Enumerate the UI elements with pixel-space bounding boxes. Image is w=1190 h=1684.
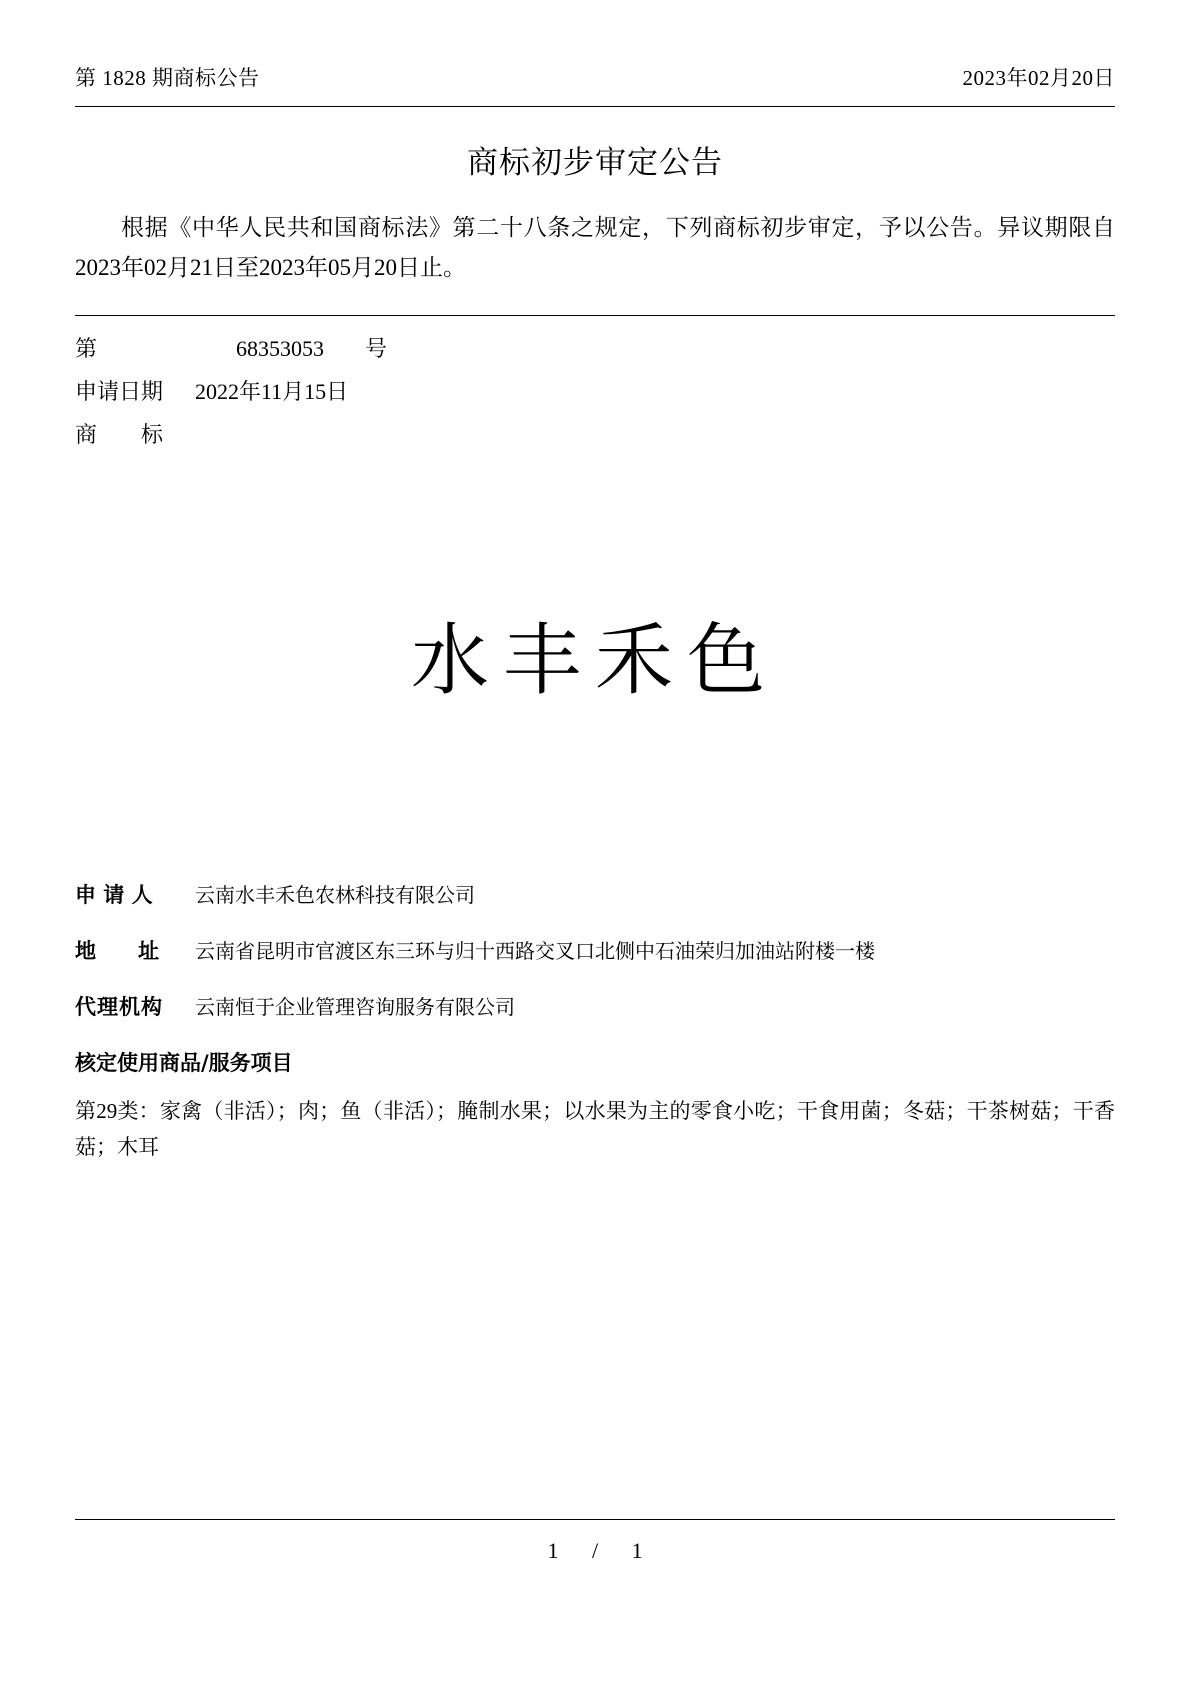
registration-number-value: 68353053 — [236, 335, 324, 361]
applicant-name-value: 云南水丰禾色农林科技有限公司 — [195, 882, 475, 907]
trademark-text: 水丰禾色 — [410, 615, 779, 706]
total-pages: 1 — [631, 1538, 657, 1563]
applicant-block — [75, 879, 1115, 1167]
agency-value: 云南恒于企业管理咨询服务有限公司 — [195, 994, 515, 1019]
agency-line — [75, 991, 1115, 1021]
application-date-label: 申请日期 — [75, 378, 164, 404]
trademark-image-area — [75, 461, 1115, 861]
applicant-name-line — [75, 879, 1115, 909]
trademark-label: 商 标 — [75, 421, 164, 447]
applicant-address-label: 地 址 — [75, 938, 159, 963]
goods-list: 第29类：家禽（非活）；肉；鱼（非活）；腌制水果；以水果为主的零食小吃；干食用菌；冬菇；干茶树菇；干香菇；木耳 — [75, 1098, 1115, 1160]
goods-section-heading: 核定使用商品/服务项目 — [75, 1050, 293, 1075]
applicant-name-label: 申 请 人 — [75, 882, 153, 907]
registration-number-suffix: 号 — [365, 335, 388, 361]
trademark-label-line — [75, 418, 1115, 449]
applicant-address-value: 云南省昆明市官渡区东三环与归十西路交叉口北侧中石油荣归加油站附楼一楼 — [195, 938, 875, 963]
agency-label: 代理机构 — [75, 994, 163, 1019]
header-issue: 第 1828 期商标公告 — [75, 66, 260, 90]
record-block — [75, 316, 1115, 861]
registration-number-line — [75, 332, 1115, 363]
page-footer — [75, 1519, 1115, 1564]
registration-number-label: 第 — [75, 335, 98, 361]
applicant-address-line — [75, 935, 1115, 965]
footer-divider — [75, 1519, 1115, 1520]
header-divider — [75, 106, 1115, 107]
intro-paragraph: 根据《中华人民共和国商标法》第二十八条之规定，下列商标初步审定，予以公告。异议期限自2023年02月21日至2023年05月20日止。 — [75, 215, 1115, 281]
page-header — [75, 0, 1115, 92]
application-date-line — [75, 375, 1115, 406]
page-number — [75, 1538, 1115, 1564]
header-date: 2023年02月20日 — [962, 66, 1115, 90]
application-date-value: 2022年11月15日 — [195, 378, 349, 404]
current-page: 1 — [547, 1538, 573, 1563]
page-title: 商标初步审定公告 — [467, 145, 723, 180]
page-separator: / — [591, 1538, 613, 1563]
